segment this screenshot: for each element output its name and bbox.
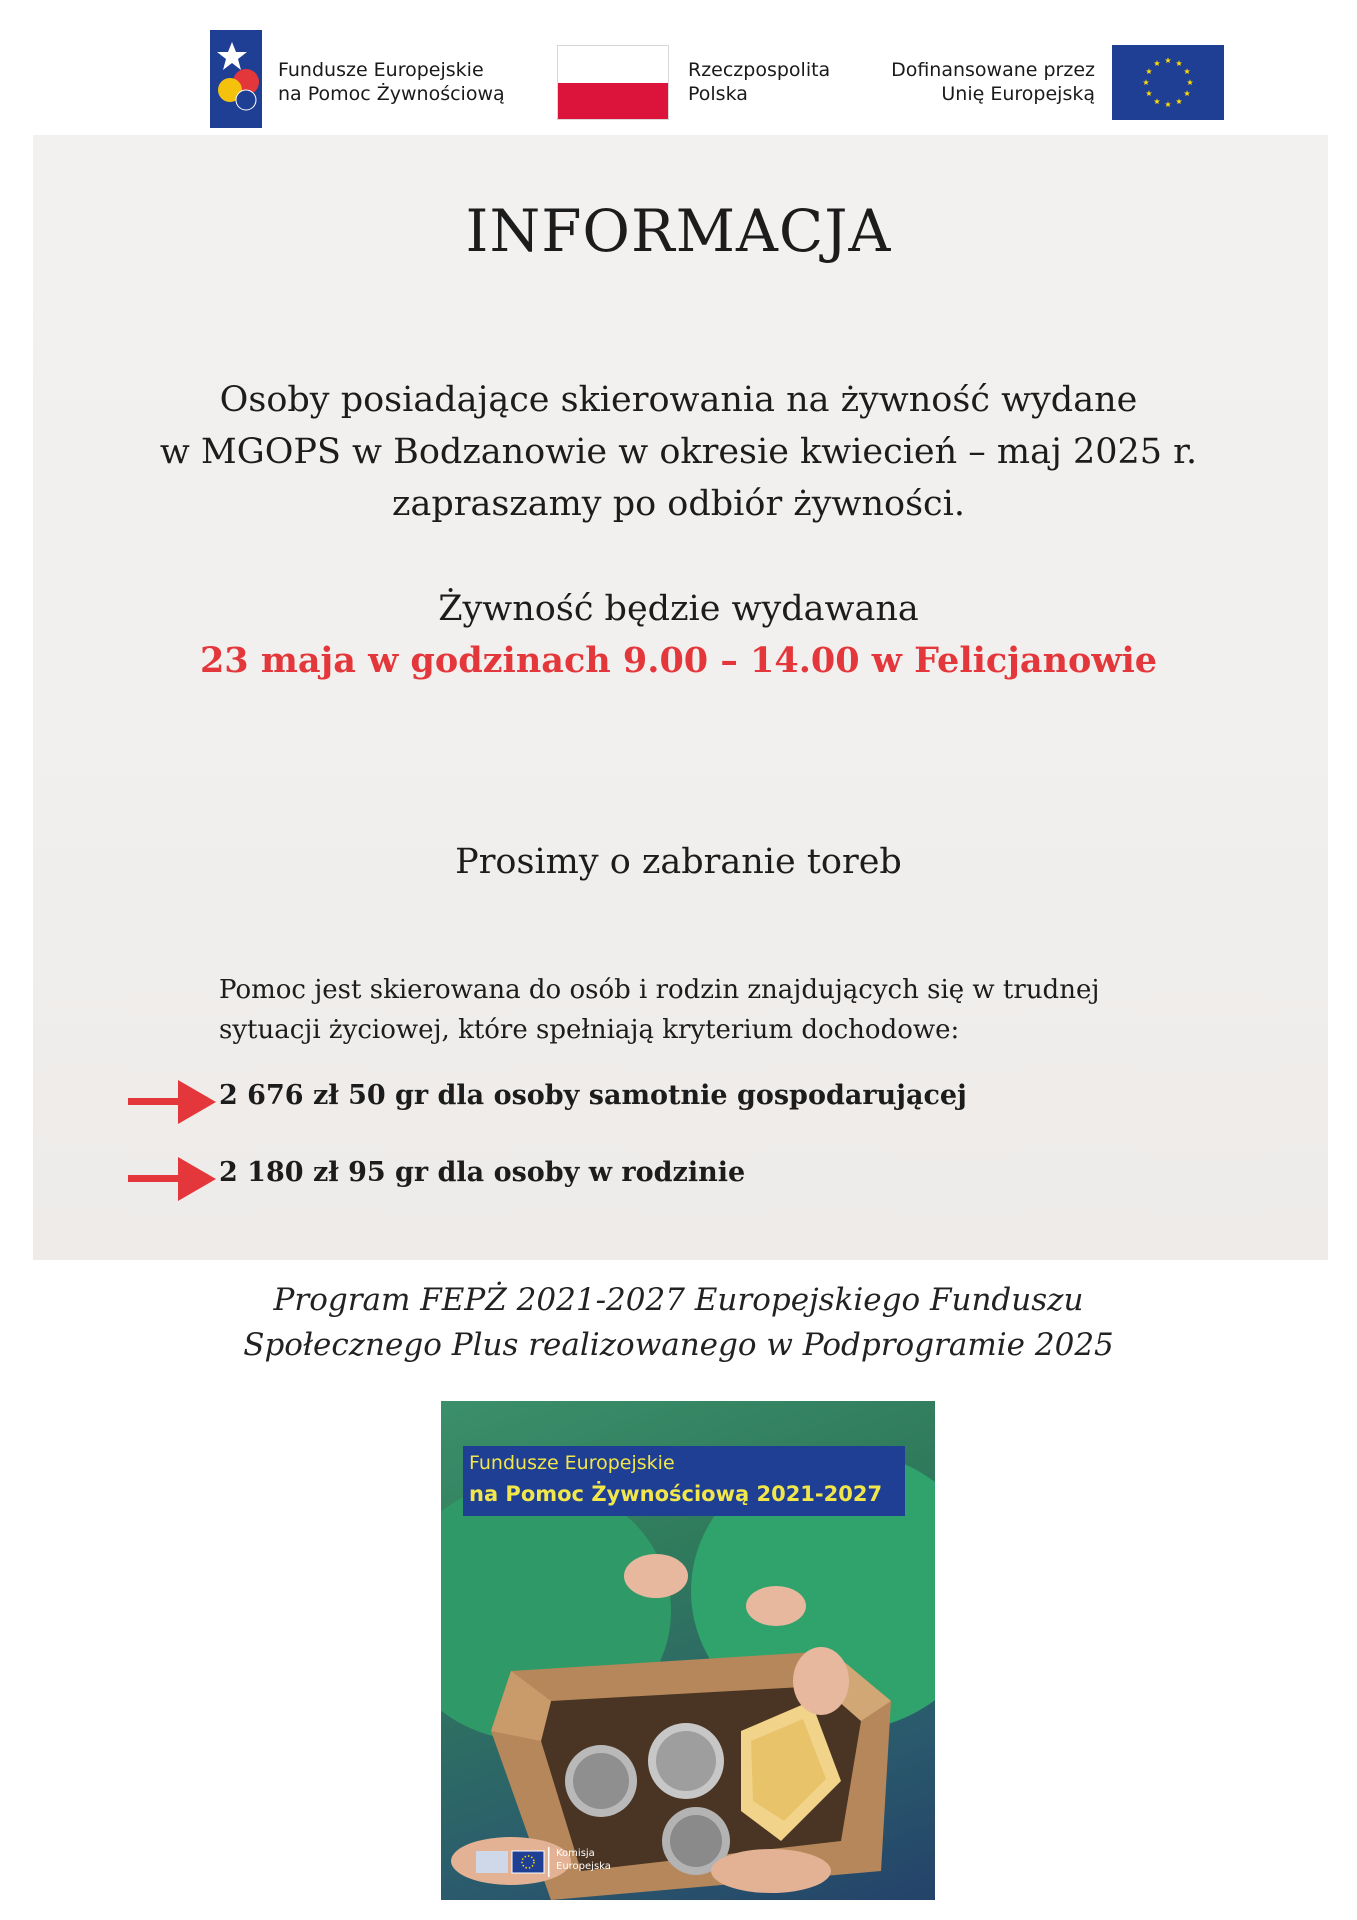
polish-flag-icon bbox=[557, 45, 669, 120]
poster-banner-line2: na Pomoc Żywnościową 2021-2027 bbox=[469, 1482, 883, 1506]
intro-line: zapraszamy po odbiór żywności. bbox=[392, 484, 965, 524]
european-commission-text: Komisja Europejska bbox=[556, 1848, 611, 1872]
fe-pz-logo-text: Fundusze Europejskie na Pomoc Żywnościową bbox=[278, 59, 505, 105]
criteria-line: sytuacji życiowej, które spełniają kryterium dochodowe: bbox=[219, 1015, 960, 1045]
eu-cofinancing-text: Dofinansowane przez Unię Europejską bbox=[891, 59, 1095, 105]
red-arrow-icon bbox=[128, 1078, 218, 1126]
criteria-line: Pomoc jest skierowana do osób i rodzin znajdujących się w trudnej bbox=[219, 975, 1100, 1005]
criteria-item-text: 2 676 zł 50 gr dla osoby samotnie gospodarującej bbox=[219, 1080, 967, 1111]
program-text bbox=[0, 1278, 1357, 1368]
eu-flag-icon bbox=[1112, 45, 1224, 120]
fe-pz-logo-icon bbox=[210, 30, 262, 128]
program-line: Społecznego Plus realizowanego w Podprogramie 2025 bbox=[243, 1327, 1114, 1363]
bags-note: Prosimy o zabranie toreb bbox=[455, 842, 902, 882]
criteria-text bbox=[219, 970, 1219, 1050]
criteria-item-text: 2 180 zł 95 gr dla osoby w rodzinie bbox=[219, 1157, 746, 1188]
european-commission-logo-icon bbox=[476, 1845, 551, 1879]
page-title: INFORMACJA bbox=[465, 197, 892, 265]
intro-line: w MGOPS w Bodzanowie w okresie kwiecień – maj 2025 r. bbox=[159, 432, 1198, 472]
intro-text bbox=[0, 374, 1357, 530]
fepz-poster-image bbox=[441, 1401, 935, 1900]
logo-bar bbox=[0, 0, 1357, 135]
rzeczpospolita-polska-text: Rzeczpospolita Polska bbox=[688, 59, 831, 105]
distribution-info bbox=[0, 583, 1357, 687]
program-line: Program FEPŻ 2021-2027 Europejskiego Funduszu bbox=[273, 1282, 1084, 1318]
distribution-line: Żywność będzie wydawana bbox=[438, 589, 919, 629]
distribution-details: 23 maja w godzinach 9.00 – 14.00 w Felicjanowie bbox=[199, 640, 1158, 681]
red-arrow-icon bbox=[128, 1155, 218, 1203]
poster-banner-line1: Fundusze Europejskie bbox=[469, 1452, 675, 1474]
poster-banner bbox=[463, 1446, 905, 1516]
intro-line: Osoby posiadające skierowania na żywność wydane bbox=[219, 380, 1138, 420]
